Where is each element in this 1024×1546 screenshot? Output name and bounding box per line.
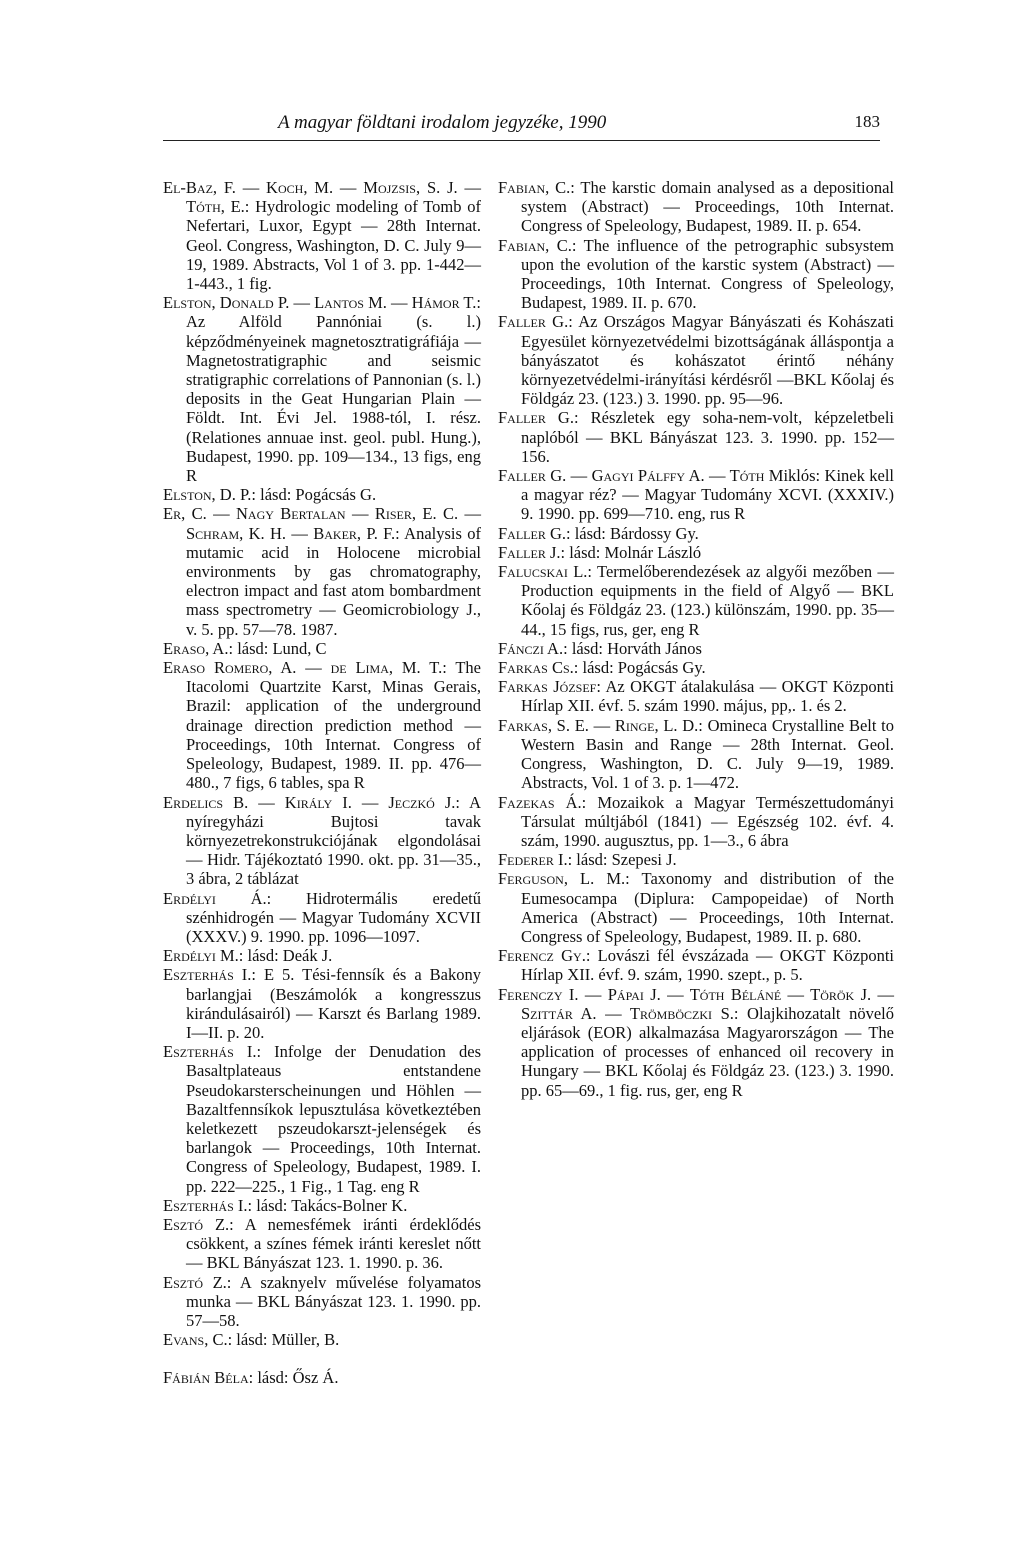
entry-author: Er, C. — Nagy Bertalan — Riser, E. C. — Schram, K. H. — Baker, P. F.: (163, 504, 481, 543)
bibliography-entry (163, 639, 481, 658)
entry-text: lásd: Lund, C (233, 638, 327, 658)
entry-author: Elston, D. P.: (163, 485, 257, 505)
bibliography-entry (498, 716, 894, 793)
entry-text: lásd: Bárdossy Gy. (570, 523, 699, 543)
entry-author: Farkas, S. E. — Ringe, L. D.: (498, 715, 703, 735)
bibliography-entry (498, 562, 894, 639)
entry-author: Farkas József: (498, 677, 601, 697)
entry-text: Lovászi fél évszázada — OKGT Központi Hírlap XII. évf. 9. szám, 1990. szept., p. 5. (521, 946, 894, 985)
entry-text: lásd: Szepesi J. (572, 850, 677, 870)
entry-author: Ferenczy I. — Pápai J. — Tóth Béláné — Török J. — Szittár A. — Trömböczki S.: (498, 984, 894, 1023)
entry-text: Részletek egy soha-nem-volt, képzeletbeli naplóból — BKL Bányászat 123. 3. 1990. pp. 152—156. (521, 408, 894, 466)
bibliography-entry (163, 1215, 481, 1273)
bibliography-entry (163, 889, 481, 947)
bibliography-entry (163, 1368, 481, 1387)
entry-author: Esztó Z.: (163, 1272, 232, 1292)
entry-text: The Itacolomi Quartzite Karst, Minas Gerais, Brazil: application of the underground drainage direction prediction method — Proceedings, 10th Internat. Congress of Speleology, Budapest, 1989. II. pp. 476—480., 7 figs, 6 tables, spa R (186, 658, 481, 793)
right-column (498, 178, 894, 1100)
entry-author: Eszterhás I.: (163, 1042, 262, 1062)
bibliography-entry (163, 658, 481, 792)
page-number: 183 (854, 112, 880, 131)
entry-text: lásd: Horváth János (567, 638, 702, 658)
entry-author: Faller G.: (498, 523, 571, 543)
bibliography-entry (163, 965, 481, 1042)
entry-text: Hidrotermális eredetű szénhidrogén — Magyar Tudomány XCVII (XXXV.) 9. 1990. pp. 1096—1097. (186, 888, 481, 946)
entry-author: El-Baz, F. — Koch, M. — Mojzsis, S. J. — Tóth, E.: (163, 178, 481, 217)
entry-author: Falucskai L.: (498, 562, 592, 582)
entry-text: A szaknyelv művelése folyamatos munka — BKL Bányászat 123. 1. 1990. pp. 57—58. (186, 1272, 481, 1330)
entry-author: Evans, C.: (163, 1330, 233, 1350)
entry-text: lásd: Pogácsás Gy. (578, 658, 706, 678)
entry-author: Faller G.: (498, 408, 579, 428)
entry-author: Esztó Z.: (163, 1214, 234, 1234)
bibliography-entry (498, 408, 894, 466)
entry-author: Fabian, C.: (498, 235, 577, 255)
bibliography-entry (163, 178, 481, 293)
bibliography-entry (498, 658, 894, 677)
entry-text: Az OKGT átalakulása — OKGT Központi Hírlap XII. évf. 5. szám 1990. május, pp,. 1. és 2. (521, 677, 894, 716)
bibliography-entry (163, 485, 481, 504)
entry-text: lásd: Takács-Bolner K. (252, 1195, 408, 1215)
entry-text: E 5. Tési-fennsík és a Bakony barlangjai (Beszámolók a kongresszus kirándulásairól) — Karszt és Barlang 1989. I—II. p. 20. (186, 965, 481, 1042)
entry-author: Erdelics B. — Király I. — Jeczkó J.: (163, 792, 460, 812)
entry-text: lásd: Ősz Á. (253, 1368, 339, 1388)
entry-author: Fábián Béla: (163, 1368, 254, 1388)
entry-author: Elston, Donald P. — Lantos M. — Hámor T.: (163, 293, 481, 313)
entry-author: Eszterhás I.: (163, 965, 256, 985)
bibliography-entry (498, 639, 894, 658)
entry-text: Az Alföld Pannóniai (s. l.) képződményeinek magnetosztratigráfiája — Magnetostratigraphic and seismic stratigraphic correlations of Pannonian (s. l.) deposits in the Geat Hungarian Plain — Földt. Int. Évi Jel. 1988-tól, I. rész. (Relationes annuae inst. geol. publ. Hung.), Budapest, 1990. pp. 109—134., 13 figs, eng R (186, 312, 481, 486)
bibliography-entry (163, 1042, 481, 1196)
entry-author: Faller G.: (498, 312, 573, 332)
entry-text: Hydrologic modeling of Tomb of Nefertari, Luxor, Egypt — 28th Internat. Geol. Congress, Washington, D. C. July 9—19, 1989. Abstracts, Vol 1 of 3. pp. 1-442—1-443., 1 fig. (186, 197, 481, 294)
entry-author: Ferguson, L. M.: (498, 869, 630, 889)
left-column (163, 178, 481, 1388)
entry-author: Faller G. — Gagyi Pálffy A. — Tóth (498, 466, 765, 486)
entry-text: Taxonomy and distribution of the Eumesocampa (Diplura: Campopeidae) of North America (Abstract) — Proceedings, 10th Internat. Congress of Speleology, Budapest, 1989. II. p. 680. (521, 869, 894, 946)
entry-text: lásd: Müller, B. (232, 1330, 340, 1350)
entry-author: Fánczi A.: (498, 638, 568, 658)
bibliography-entry (498, 312, 894, 408)
bibliography-entry (498, 869, 894, 946)
entry-text: A nyíregyházi Bujtosi tavak környezetrekonstrukciójának elgondolásai — Hidr. Tájékoztató 1990. okt. pp. 31—35., 3 ábra, 2 táblázat (186, 792, 481, 889)
entry-text: Az Országos Magyar Bányászati és Kohászati Egyesület környezetvédelmi bizottságának álláspontja a bányászatot és kohászatot érintő néhány környezetvédelmi-irányítási kérdésről —BKL Kőolaj és Földgáz 23. (123.) 3. 1990. pp. 95—96. (521, 312, 894, 409)
entry-text: Omineca Crystalline Belt to Western Basin and Range — 28th Internat. Geol. Congress, Washington, D. C. July 9—19, 1989. Abstracts, Vol. 1 of 3. p. 1—472. (521, 715, 894, 793)
bibliography-entry (163, 1273, 481, 1331)
bibliography-entry (498, 466, 894, 524)
page-header (163, 112, 880, 141)
entry-author: Fabian, C.: (498, 178, 575, 197)
running-title: A magyar földtani irodalom jegyzéke, 1990 (278, 112, 607, 133)
entry-text: A nemesfémek iránti érdeklődés csökkent, a színes fémek iránti kereslet nőtt — BKL Bányászat 123. 1. 1990. p. 36. (186, 1214, 482, 1273)
bibliography-entry (498, 985, 894, 1100)
entry-text: Mozaikok a Magyar Természettudományi Társulat múltjából (1841) — Egészség 102. évf. 4. szám, 1990. augusztus, pp. 1—3., 6 ábra (521, 792, 894, 850)
bibliography-entry (163, 946, 481, 965)
entry-author: Eraso, A.: (163, 638, 234, 658)
bibliography-entry (498, 946, 894, 984)
entry-author: Fazekas Á.: (498, 792, 587, 812)
entry-author: Ferencz Gy.: (498, 946, 591, 966)
bibliography-entry (498, 677, 894, 715)
entry-text: The influence of the petrographic subsystem upon the evolution of the karstic system (Abstract) — Proceedings, 10th Internat. Congress of Speleology, Budapest, 1989. II. p. 670. (521, 235, 895, 313)
entry-author: Farkas Cs.: (498, 658, 579, 678)
entry-text: lásd: Pogácsás G. (256, 485, 377, 505)
entry-text: Infolge der Denudation des Basaltplateaus entstandene Pseudokarsterscheinungen und Höhlen — Bazaltfennsíkok lepusztulása következtében keletkezett pszeudokarszt-jelenségek és barlangok — Proceedings, 10th Internat. Congress of Speleology, Budapest, 1989. I. pp. 222—225., 1 Fig., 1 Tag. eng R (186, 1042, 481, 1196)
entry-text: Termelőberendezések az algyői mezőben — Production equipments in the field of Algyő — BKL Kőolaj és Földgáz 23. (123.) különszám, 1990. pp. 35—44., 15 figs, rus, ger, eng R (521, 562, 894, 639)
bibliography-entry (163, 504, 481, 638)
entry-author: Erdélyi Á.: (163, 888, 272, 908)
bibliography-entry (163, 1196, 481, 1215)
entry-text: lásd: Molnár László (565, 542, 702, 562)
bibliography-entry (163, 1330, 481, 1349)
bibliography-entry (498, 850, 894, 869)
bibliography-entry (498, 793, 894, 851)
entry-text: Olajkihozatalt növelő eljárások (EOR) alkalmazása Magyarországon — The application of processes of enhanced oil recovery in Hungary — BKL Kőolaj és Földgáz 23. (123.) 3. 1990. pp. 65—69., 1 fig. rus, ger, eng R (521, 1003, 895, 1100)
bibliography-entry (498, 236, 894, 313)
entry-author: Erdélyi M.: (163, 946, 244, 966)
bibliography-entry (498, 524, 894, 543)
entry-author: Federer I.: (498, 850, 573, 870)
entry-text: Miklós: Kinek kell a magyar réz? — Magyar Tudomány XCVI. (XXXIV.) 9. 1990. pp. 699—710. eng, rus R (521, 466, 894, 524)
bibliography-entry (498, 543, 894, 562)
entry-text: The karstic domain analysed as a depositional system (Abstract) — Proceedings, 10th Internat. Congress of Speleology, Budapest, 1989. II. p. 654. (521, 178, 895, 236)
entry-author: Eszterhás I.: (163, 1195, 253, 1215)
entry-author: Faller J.: (498, 542, 566, 562)
bibliography-entry (163, 293, 481, 485)
entry-text: Analysis of mutamic acid in Holocene microbial environments by gas chromatography, electron impact and fast atom bombardment mass spectrometry — Geomicrobiology J., v. 5. pp. 57—78. 1987. (186, 523, 481, 639)
bibliography-entry (163, 793, 481, 889)
entry-text: lásd: Deák J. (243, 946, 333, 966)
bibliography-entry (498, 178, 894, 236)
entry-author: Eraso Romero, A. — de Lima, M. T.: (163, 658, 447, 678)
